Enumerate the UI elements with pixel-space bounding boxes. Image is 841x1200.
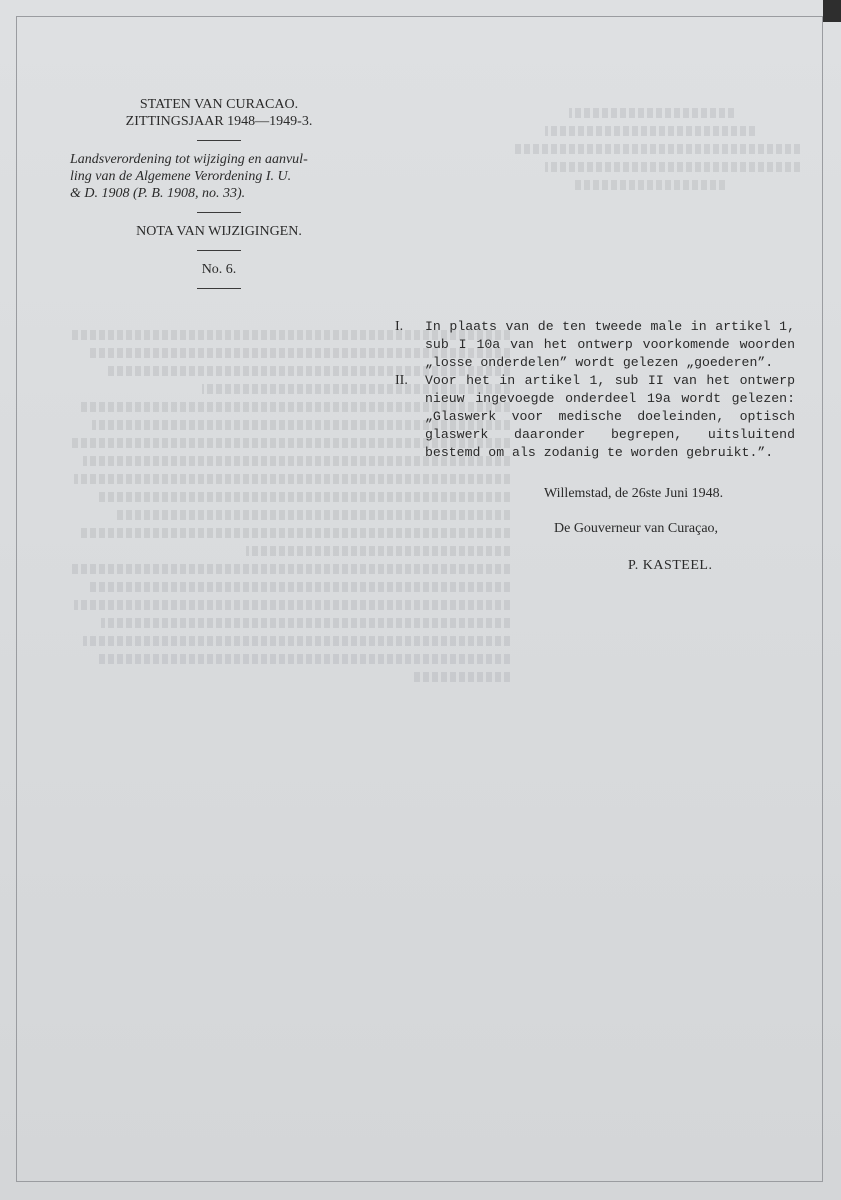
signature-name: P. KASTEEL.: [628, 558, 713, 573]
amendments-body: [395, 318, 795, 462]
amendment-item: [395, 372, 795, 462]
divider: [197, 288, 241, 289]
document-header: [66, 96, 372, 299]
subject-text: [66, 151, 372, 202]
amendment-text: In plaats van de ten tweede male in artikel 1, sub I 10a van het ontwerp voorkomende woorden „losse onderdelen” wordt gelezen „goederen”.: [425, 319, 795, 370]
document-number: No. 6.: [201, 262, 237, 277]
divider: [197, 250, 241, 251]
corner-mark: [823, 0, 841, 22]
subject-line-1: Landsverordening tot wijziging en aanvul-: [70, 152, 308, 167]
header-title: STATEN VAN CURACAO.: [139, 97, 299, 112]
place-date: Willemstad, de 26ste Juni 1948.: [544, 486, 724, 501]
header-session: ZITTINGSJAAR 1948—1949-3.: [125, 114, 313, 129]
amendment-number: II.: [395, 373, 408, 388]
governor-title: De Gouverneur van Curaçao,: [554, 521, 719, 536]
amendment-number: I.: [395, 319, 404, 334]
divider: [197, 212, 241, 213]
subject-line-2: ling van de Algemene Verordening I. U.: [70, 169, 292, 184]
amendment-text: Voor het in artikel 1, sub II van het ontwerp nieuw ingevoegde onderdeel 19a wordt gelezen: „Glaswerk voor medische doeleinden, optisch glaswerk daaronder begrepen, uitsluitend bestemd om als zodanig te worden gebruikt.”.: [425, 373, 795, 460]
nota-title: NOTA VAN WIJZIGINGEN.: [136, 224, 302, 239]
divider: [197, 140, 241, 141]
amendment-item: [395, 318, 795, 372]
subject-line-3: & D. 1908 (P. B. 1908, no. 33).: [70, 186, 246, 201]
